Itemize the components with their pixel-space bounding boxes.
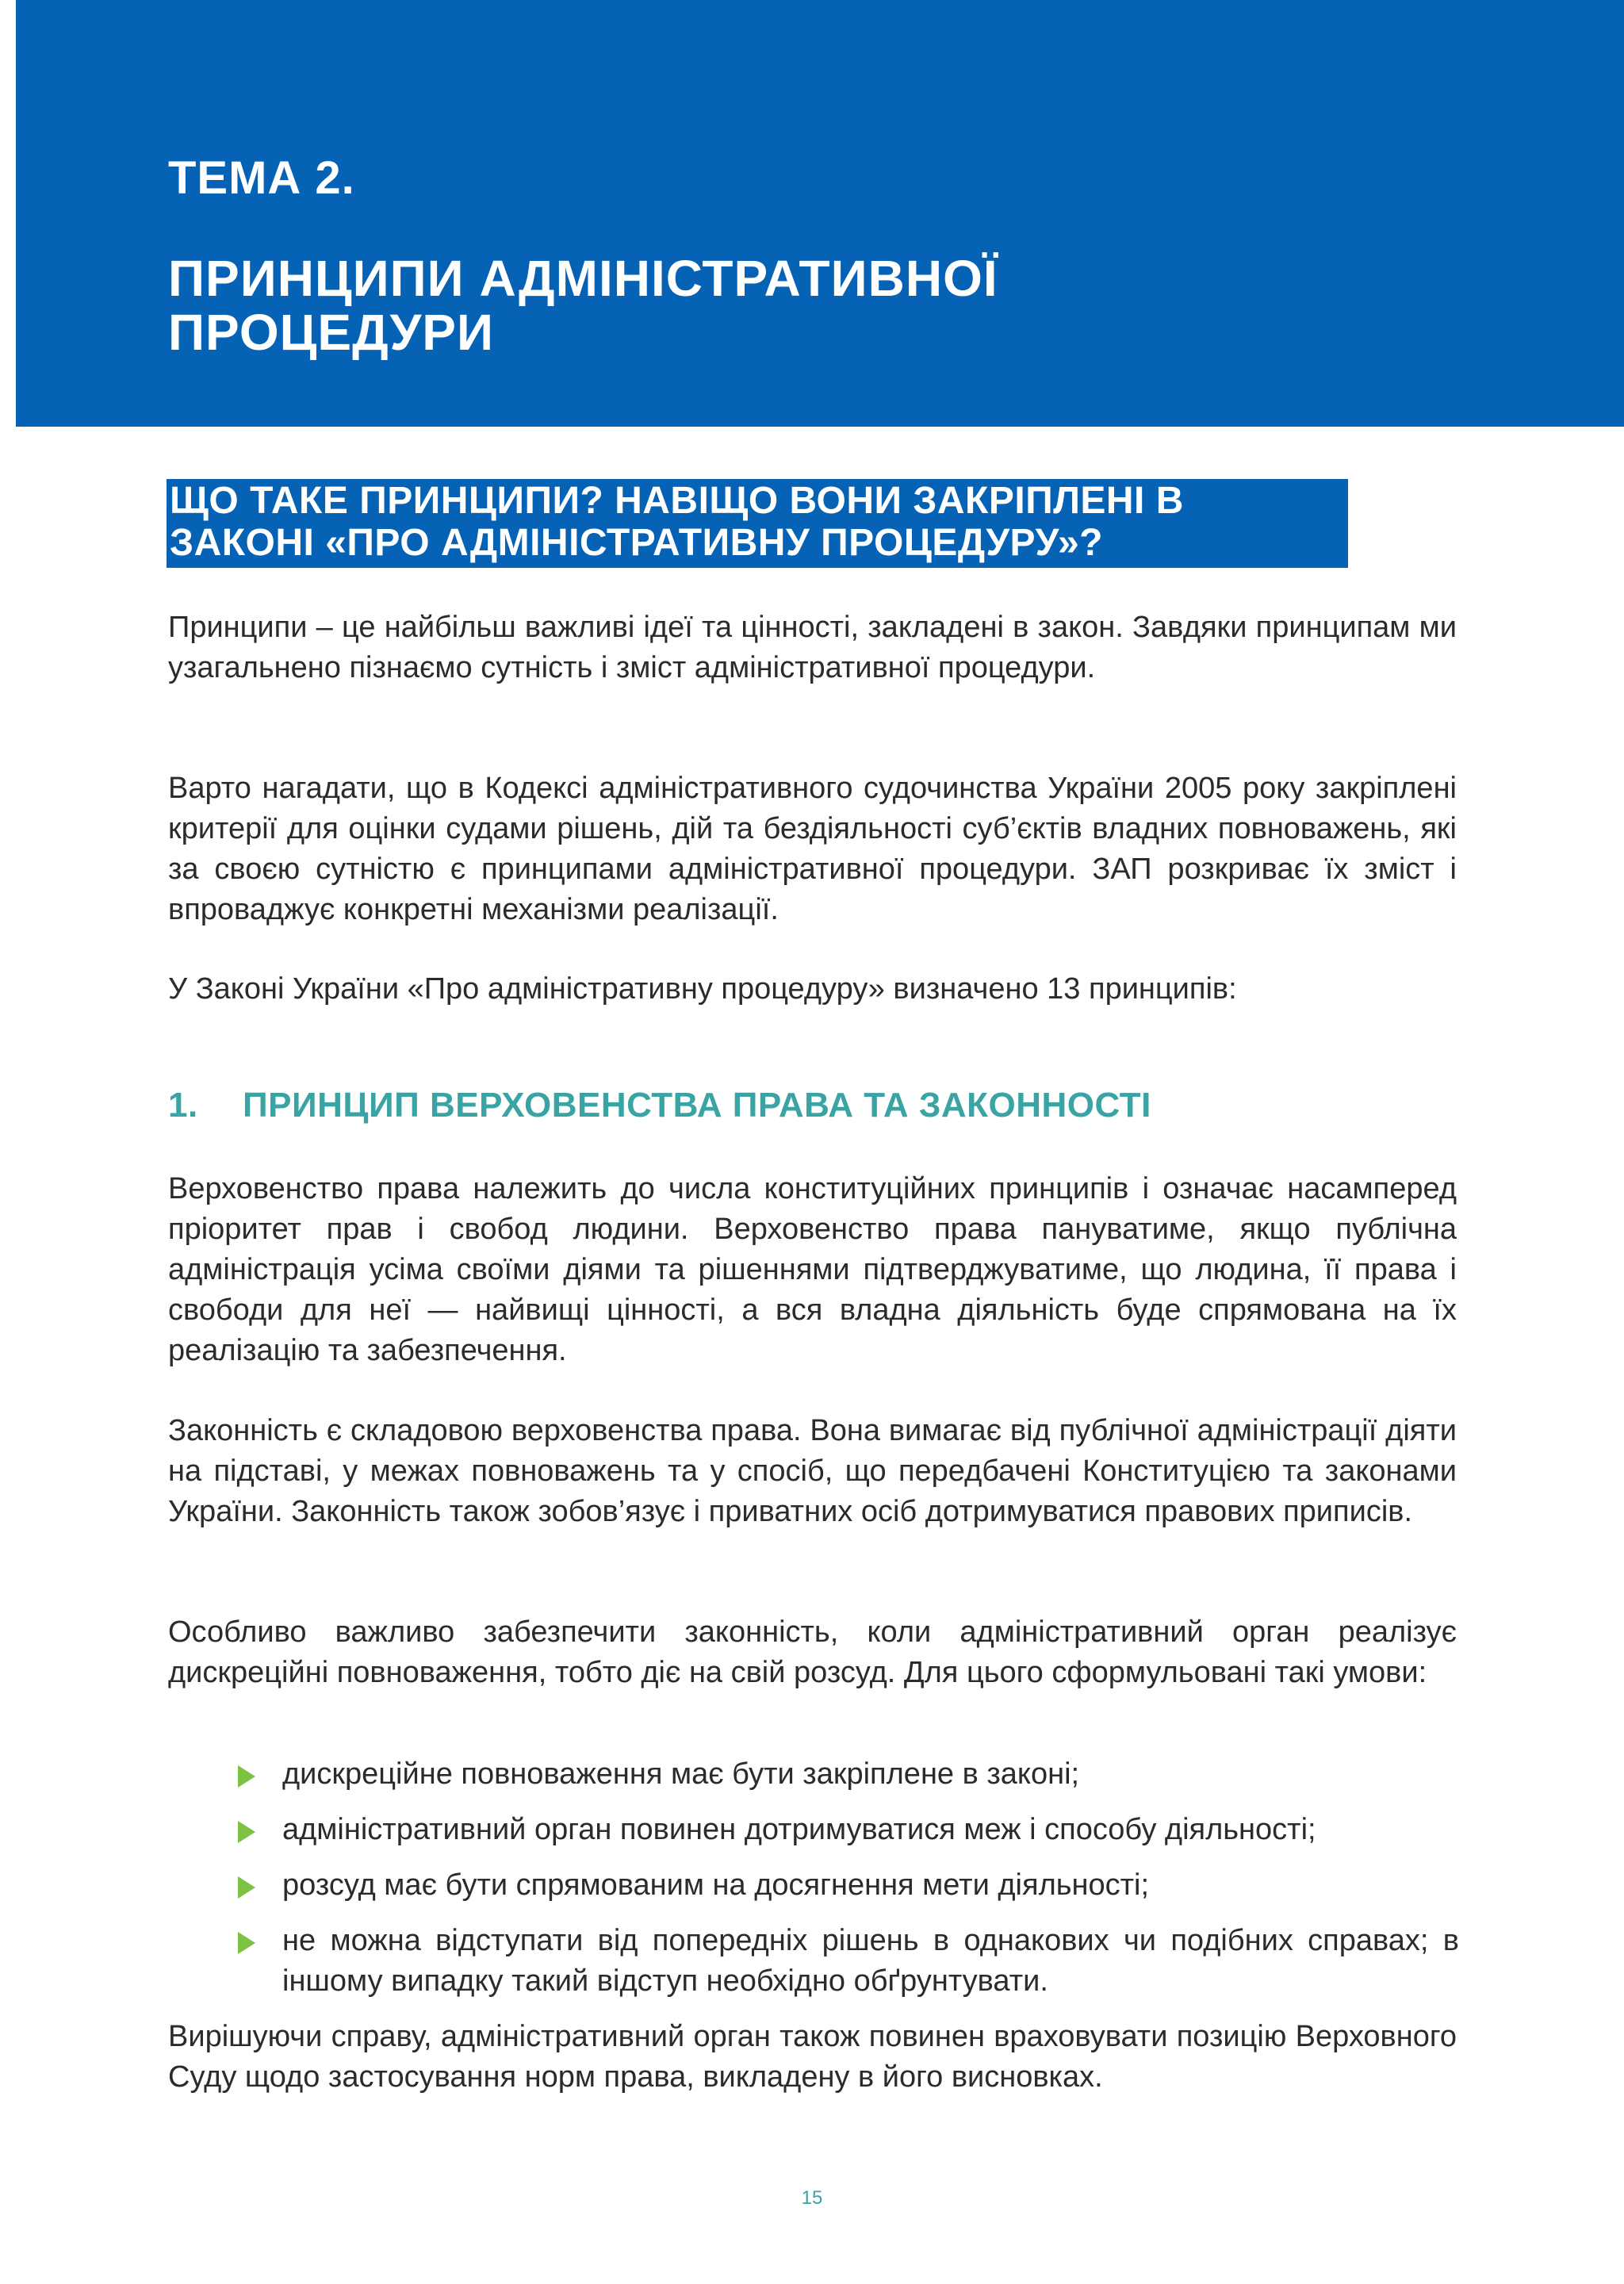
list-item: не можна відступати від попередніх рішень в однакових чи подібних справах; в іншому випадку такий відступ необхідно обґрунтувати. (238, 1921, 1459, 2002)
list-item: розсуд має бути спрямованим на досягнення мети діяльності; (238, 1865, 1459, 1906)
triangle-bullet-icon (238, 1765, 255, 1788)
page-number: 15 (801, 2187, 823, 2209)
header-band (16, 0, 1624, 427)
intro-paragraph: Принципи – це найбільш важливі ідеї та цінності, закладені в закон. Завдяки принципам ми узагальнено пізнаємо сутність і зміст адміністративної процедури. (168, 611, 1457, 684)
principle-heading (168, 1088, 1151, 1123)
rule-of-law-paragraph: Верховенство права належить до числа конституційних принципів і означає насамперед пріоритет прав і свобод людини. Верховенство права пануватиме, якщо публічна адміністрація усіма своїми діями та рішеннями підтверджуватиме, що людина, її права і свободи для неї — найвищі цінності, а вся владна діяльність буде спрямована на їх реалізацію та забезпечення. (168, 1172, 1457, 1367)
triangle-bullet-icon (238, 1821, 255, 1843)
legality-paragraph: Законність є складовою верховенства права. Вона вимагає від публічної адміністрації діяти на підставі, у межах повноважень та у спосіб, що передбачені Конституцією та законами України. Законність також зобов’язує і приватних осіб дотримуватися правових приписів. (168, 1414, 1457, 1528)
discretion-paragraph: Особливо важливо забезпечити законність, коли адміністративний орган реалізує дискреційні повноваження, тобто діє на свій розсуд. Для цього сформульовані такі умови: (168, 1615, 1457, 1689)
triangle-bullet-icon (238, 1876, 255, 1899)
section-heading (167, 479, 1348, 568)
section-heading-line1: ЩО ТАКЕ ПРИНЦИПИ? НАВІЩО ВОНИ ЗАКРІПЛЕНІ В (170, 480, 1184, 522)
principle-title: ПРИНЦИП ВЕРХОВЕНСТВА ПРАВА ТА ЗАКОННОСТІ (243, 1086, 1151, 1125)
section-heading-line2: ЗАКОНІ «ПРО АДМІНІСТРАТИВНУ ПРОЦЕДУРУ»? (170, 521, 1103, 564)
supreme-court-paragraph: Вирішуючи справу, адміністративний орган також повинен враховувати позицію Верховного Суду щодо застосування норм права, викладену в його висновках. (168, 2020, 1457, 2094)
principle-number: 1. (168, 1086, 198, 1125)
topic-title-line2: ПРОЦЕДУРИ (168, 303, 494, 361)
list-item: адміністративний орган повинен дотримуватися меж і способу діяльності; (238, 1810, 1459, 1850)
topic-title (168, 252, 998, 360)
topic-label: ТЕМА 2. (168, 152, 355, 204)
kas-paragraph: Варто нагадати, що в Кодексі адміністративного судочинства України 2005 року закріплені критерії для оцінки судами рішень, дій та бездіяльності суб’єктів владних повноважень, які за своєю сутністю є принципами адміністративної процедури. ЗАП розкриває їх зміст і впроваджує конкретні механізми реалізації. (168, 772, 1457, 926)
list-item: дискреційне повноваження має бути закріплене в законі; (238, 1754, 1459, 1795)
principles-count-paragraph: У Законі України «Про адміністративну процедуру» визначено 13 принципів: (168, 972, 1237, 1006)
triangle-bullet-icon (238, 1932, 255, 1954)
topic-title-line1: ПРИНЦИПИ АДМІНІСТРАТИВНОЇ (168, 250, 998, 307)
